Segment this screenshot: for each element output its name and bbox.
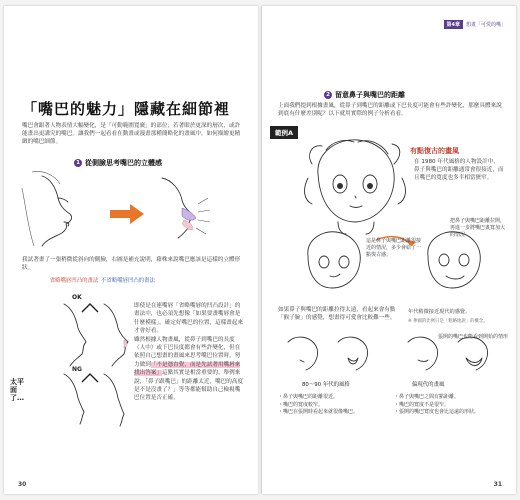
label-omit-lip: 省略嘴唇凹凸的畫法 (49, 278, 99, 284)
bottom-paragraph: 如果鼻子與嘴巴的距離拉得太遠，看起來會有點「猴子臉」的感覺，想畫得可愛會比較難一些。 (278, 307, 396, 322)
section-1-text: 我試著畫了一張稍微從斜向的側臉，右圖是補充說明，藉株來說嘴巴應該是這樣的立體形狀。 (22, 257, 241, 272)
body-text-block (134, 302, 244, 403)
note-wide: 把鼻子與嘴巴距離拉開，再進一步將嘴巴畫寬加大的情況 (450, 218, 506, 238)
list-modern-traits (394, 394, 510, 417)
section-2-title: 留意鼻子與嘴巴的距離 (335, 91, 405, 99)
section-number-badge-2: 2 (324, 91, 332, 99)
body-text-a: 即使是在連嘴唇「省略嘴唇的凹凸設計」的畫法中，也必須先想像「如果要畫嘴唇會是什麼模樣」，確定好嘴巴的位置，這樣畫起來才會好看。 (134, 303, 244, 335)
list-item: ・嘴巴的寬度較窄。 (278, 401, 324, 408)
side-profile-illustration (12, 168, 252, 248)
intro-paragraph: 嘴巴會跟著人物表情大幅變化，是「可動範圍寬廣」的部位；若著眼於更深的層次，或許能畫出更講究的嘴巴。讓我們一起看看在動畫或漫畫那種簡略化的畫風中，如何描繪更精緻的嘴巴細節。 (22, 123, 241, 146)
too-flat-label: 太平面了… (10, 378, 24, 402)
chapter-tag (444, 20, 507, 29)
ok-ng-comparison-illustration (24, 294, 134, 434)
section-2-heading (324, 90, 405, 100)
list-item: ・鼻子與嘴巴的距離很近。 (278, 394, 339, 400)
note-narrow: 這是鼻子與嘴巴距離很接近的情況，多少會給了一點復古感。 (366, 238, 422, 258)
list-item: ・嘴巴的寬度不是很窄。 (394, 401, 450, 408)
highlight-text: 「不是憑直覺，而是先試著用嘴唇來找出答案」 (134, 361, 241, 377)
list-item: ・嘴巴在張開時看起來就很像嘴巴。 (278, 409, 359, 415)
page-number-right: 31 (493, 481, 502, 488)
mouth-style-comparison (278, 332, 508, 402)
note-modern: 年代稍微接近現代的感覺。 (408, 309, 471, 315)
ng-label: NG (72, 366, 82, 373)
body-text-b: 雖然根據人物畫風，從鼻子到嘴巴的長度（人中）或下巴長度都會有些許變化，但在依照自己想畫的畫風來思考嘴巴位置時，努力做到 (134, 336, 241, 368)
retro-character-illustration (298, 134, 418, 234)
note-small: ※ 參圖的比例只是「粗略地說」的概念。 (408, 319, 488, 324)
section-1-heading (74, 158, 162, 168)
right-page (262, 6, 516, 494)
chapter-title: 想畫「可愛的嘴」 (465, 22, 506, 28)
ok-label: OK (72, 294, 82, 301)
retro-title-text: 有點復古的畫風 (410, 147, 459, 155)
section-number-badge: 1 (74, 159, 82, 167)
chapter-box: 第4章 (444, 20, 463, 29)
left-page (4, 6, 258, 494)
page-title: 「嘴巴的魅力」隱藏在細節裡 (22, 100, 231, 118)
retro-title (410, 146, 459, 156)
body-text-c: 這點其實是相當重要的。舉例來說，「鼻子跟嘴巴」的距離太近，嘴巴的高度是不是沒畫了？」等等都能幫助自己檢視嘴巴位置是否正確。 (134, 370, 244, 402)
list-retro-traits (278, 394, 390, 417)
label-keep-lip: 不省略嘴唇凹凸的畫法 (101, 278, 155, 284)
list-item: ・張開的嘴巴寬度也會比這遠的形狀。 (394, 409, 480, 415)
right-intro: 上面我們提到根據畫風，從鼻子到嘴巴的距離或下巴長度可能會有些許變化，那麼具體來說到底有什麼差別呢？以下就用實際的例子分析看看。 (278, 103, 502, 118)
list-item: ・鼻子與嘴巴之間有點距離。 (394, 394, 460, 400)
retro-description: 在 1980 年代風格的人物設計中，鼻子與嘴巴的距離通常會很接近，而且嘴巴的寬度也多半相當狹窄。 (414, 159, 504, 181)
label-modern-style: 偏現代的畫風 (412, 382, 445, 388)
note-open-mouth: 張開的嘴巴也能看到開始的情形 (438, 334, 509, 340)
page-number-left: 30 (18, 481, 27, 488)
section-1-title: 從側臉思考嘴巴的立體感 (85, 159, 162, 167)
example-a-badge: 範例A (270, 126, 298, 139)
label-80s-style: 80～90 年代的風格 (302, 382, 350, 388)
